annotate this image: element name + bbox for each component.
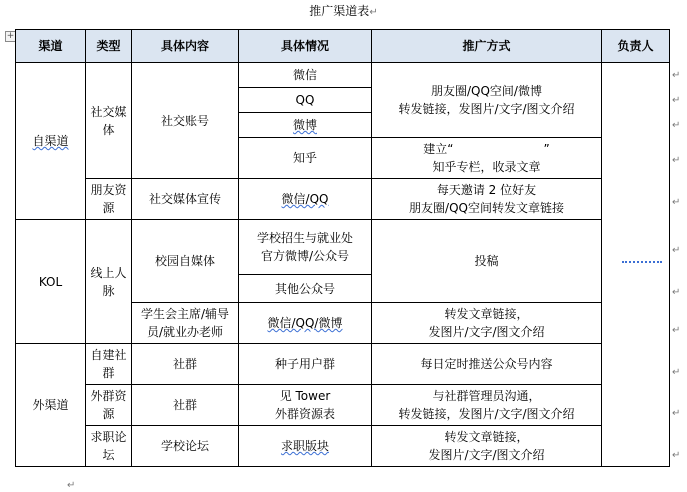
header-method: 推广方式 [372,30,602,63]
method-daily-push: 每日定时推送公众号内容 [372,344,602,385]
header-row [16,30,670,63]
detail-tower [239,385,372,426]
header-owner: 负责人 [602,30,670,63]
method-social-media [372,63,602,138]
detail-zhihu: 知乎 [239,138,372,179]
method-line: 朋友圈/QQ空间转发文章链接 [409,201,564,215]
channel-kol: KOL [16,220,86,344]
content-campus-media: 校园自媒体 [132,220,239,303]
row-end-mark: ↵ [672,450,681,461]
method-zhihu [372,138,602,179]
row-end-mark: ↵ [672,70,681,81]
content-social-account: 社交账号 [132,63,239,179]
row-end-mark: ↵ [672,325,681,336]
channel-self: 自渠道 [16,63,86,220]
detail-line: 学校招生与就业处 [256,231,353,245]
method-line: 与社群管理员沟通， [432,389,541,403]
header-type: 类型 [86,30,132,63]
spellcheck-squiggle [622,257,662,263]
detail-qq: QQ [239,88,372,113]
method-friends [372,179,602,220]
content-staff: 学生会主席/辅导员/就业办老师 [132,303,239,344]
owner-cell[interactable] [602,63,670,467]
detail-line: 见 Tower [279,389,331,403]
channel-external: 外渠道 [16,344,86,467]
detail-line: 外群资源表 [274,407,335,421]
row-end-mark: ↵ [672,155,681,166]
row-end-marks [672,0,686,492]
type-outer-group: 外群资源 [86,385,132,426]
header-detail: 具体情况 [239,30,372,63]
method-line: 发图片/文字/图文介绍 [428,325,545,339]
row-end-mark: ↵ [672,367,681,378]
row-end-mark: ↵ [672,95,681,106]
content-school-forum: 学校论坛 [132,426,239,467]
type-friends: 朋友资源 [86,179,132,220]
method-outer-group [372,385,602,426]
detail-weixin-qq-weibo: 微信/QQ/微博 [239,303,372,344]
method-staff [372,303,602,344]
detail-job-board: 求职版块 [239,426,372,467]
method-line: 建立“ ” [423,142,550,156]
method-line: 转发文章链接， [444,430,529,444]
row-end-mark: ↵ [672,287,681,298]
method-line: 发图片/文字/图文介绍 [428,448,545,462]
content-social-promo: 社交媒体宣传 [132,179,239,220]
row-end-mark: ↵ [672,197,681,208]
title-text: 推广渠道表 [309,4,370,18]
table-move-handle-icon[interactable]: + [6,31,15,41]
method-line: 每天邀请 2 位好友 [436,183,537,197]
method-line: 朋友圈/QQ空间/微博 [431,84,542,98]
detail-school-office [239,220,372,275]
method-line: 知乎专栏，收录文章 [432,160,541,174]
paragraph-mark: ↵ [369,7,378,18]
content-group-2: 社群 [132,385,239,426]
header-channel: 渠道 [16,30,86,63]
row-end-mark: ↵ [672,408,681,419]
promotion-channel-table [15,29,670,467]
row-end-mark: ↵ [672,245,681,256]
detail-weixin: 微信 [239,63,372,88]
detail-other-accounts: 其他公众号 [239,275,372,303]
table-title [0,3,687,21]
method-forum [372,426,602,467]
header-content: 具体内容 [132,30,239,63]
detail-weibo: 微博 [239,113,372,138]
method-line: 转发链接，发图片/文字/图文介绍 [398,102,575,116]
method-line: 转发链接，发图片/文字/图文介绍 [398,407,575,421]
paragraph-mark-bottom: ↵ [67,480,76,491]
detail-weixin-qq: 微信/QQ [239,179,372,220]
detail-seed-users: 种子用户群 [239,344,372,385]
type-social-media: 社交媒体 [86,63,132,179]
detail-line: 官方微博/公众号 [260,249,350,263]
method-line: 转发文章链接， [444,307,529,321]
content-group: 社群 [132,344,239,385]
type-job-forum: 求职论坛 [86,426,132,467]
method-submit: 投稿 [372,220,602,303]
type-own-group: 自建社群 [86,344,132,385]
type-online-network: 线上人脉 [86,220,132,344]
row-end-mark: ↵ [672,120,681,131]
